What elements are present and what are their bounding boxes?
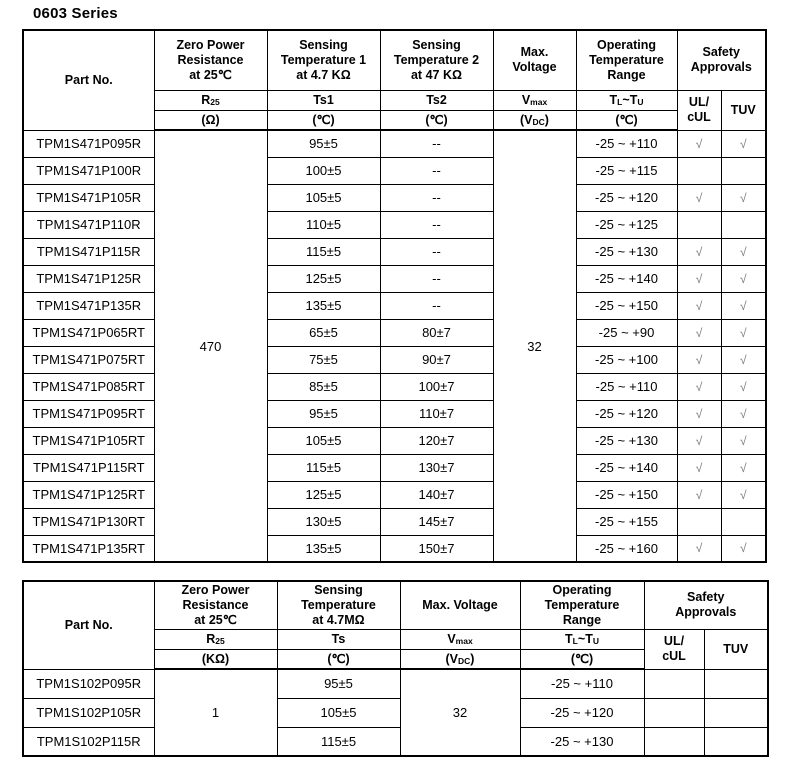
header-line: at 4.7MΩ [312, 612, 365, 627]
range-cell: -25 ~ +150 [576, 292, 677, 319]
symbol-r25 [154, 90, 267, 110]
range-cell: -25 ~ +130 [576, 427, 677, 454]
part-no-cell: TPM1S471P075RT [23, 346, 154, 373]
col-header-part-no: Part No. [23, 581, 154, 669]
table-row [23, 157, 766, 184]
part-no-cell: TPM1S471P130RT [23, 508, 154, 535]
ts1-cell: 115±5 [267, 454, 380, 481]
table-row [23, 292, 766, 319]
ts2-cell: 90±7 [380, 346, 493, 373]
symbol-tl-tu [576, 90, 677, 110]
ul-check-cell: √ [677, 319, 721, 346]
ul-check-cell: √ [677, 373, 721, 400]
ts1-cell: 135±5 [267, 292, 380, 319]
ul-check-cell: √ [677, 265, 721, 292]
col-header-ul-cul [677, 90, 721, 130]
col-header-sensing-temp-1 [267, 30, 380, 90]
max-voltage-merged-cell: 32 [493, 130, 576, 562]
range-cell: -25 ~ +120 [520, 698, 644, 727]
ts1-cell: 130±5 [267, 508, 380, 535]
ts2-cell: 150±7 [380, 535, 493, 562]
table-row [23, 184, 766, 211]
unit-celsius: (℃) [576, 110, 677, 130]
ul-check-cell: √ [677, 238, 721, 265]
header-line: UL/ [688, 95, 710, 109]
subscript: DC [532, 116, 545, 127]
resistance-merged-cell: 470 [154, 130, 267, 562]
page-title: 0603 Series [33, 5, 118, 22]
header-line: Voltage [512, 60, 557, 75]
unit-part: ) [544, 112, 549, 127]
part-no-cell: TPM1S471P125RT [23, 481, 154, 508]
part-no-cell: TPM1S102P115R [23, 727, 154, 756]
header-line: Temperature [544, 597, 620, 612]
col-header-operating-range [576, 30, 677, 90]
series-spec-table-2 [22, 580, 769, 757]
col-header-max-voltage: Max. Voltage [400, 581, 520, 629]
range-cell: -25 ~ +140 [576, 265, 677, 292]
table-row [23, 427, 766, 454]
ul-check-cell: √ [677, 130, 721, 157]
col-header-tuv: TUV [721, 90, 766, 130]
part-no-cell: TPM1S471P095R [23, 130, 154, 157]
table-row [23, 535, 766, 562]
unit-part: ) [470, 651, 475, 666]
header-line: Zero Power [181, 582, 250, 597]
header-line: Safety [702, 45, 741, 60]
header-line: Temperature [301, 597, 376, 612]
col-header-safety-approvals [677, 30, 766, 90]
header-line: Range [562, 612, 602, 627]
ts1-cell: 105±5 [267, 427, 380, 454]
range-cell: -25 ~ +150 [576, 481, 677, 508]
header-line: at 47 KΩ [410, 67, 462, 82]
symbol-ts: Ts [277, 629, 400, 649]
col-header-sensing-temp [277, 581, 400, 629]
resistance-merged-cell: 1 [154, 669, 277, 756]
range-cell: -25 ~ +110 [576, 130, 677, 157]
symbol-base: T [609, 93, 618, 107]
symbol-base: T [629, 93, 638, 107]
ul-check-cell: √ [677, 427, 721, 454]
header-line: cUL [662, 649, 686, 663]
header-line: Temperature 1 [280, 52, 367, 67]
table-row [23, 373, 766, 400]
ts2-cell: -- [380, 292, 493, 319]
ts1-cell: 75±5 [267, 346, 380, 373]
table-row [23, 346, 766, 373]
tuv-check-cell [704, 727, 768, 756]
ts2-cell: -- [380, 157, 493, 184]
subscript: U [592, 636, 599, 646]
tuv-check-cell: √ [721, 400, 766, 427]
unit-vdc [493, 110, 576, 130]
part-no-cell: TPM1S102P105R [23, 698, 154, 727]
ul-check-cell: √ [677, 184, 721, 211]
ul-check-cell [644, 698, 704, 727]
symbol-r25 [154, 629, 277, 649]
ts1-cell: 100±5 [267, 157, 380, 184]
tilde: ~ [577, 632, 586, 646]
header-line: Approvals [675, 605, 737, 620]
part-no-cell: TPM1S471P115RT [23, 454, 154, 481]
part-no-cell: TPM1S471P115R [23, 238, 154, 265]
part-no-cell: TPM1S471P125R [23, 265, 154, 292]
part-no-cell: TPM1S471P085RT [23, 373, 154, 400]
table-row [23, 130, 766, 157]
ts1-cell: 125±5 [267, 265, 380, 292]
ts1-cell: 95±5 [267, 400, 380, 427]
header-line: Approvals [690, 60, 752, 75]
tuv-check-cell: √ [721, 184, 766, 211]
ul-check-cell: √ [677, 292, 721, 319]
max-voltage-merged-cell: 32 [400, 669, 520, 756]
header-line: at 25℃ [189, 67, 232, 82]
ts2-cell: 110±7 [380, 400, 493, 427]
tuv-check-cell: √ [721, 265, 766, 292]
symbol-base: R [206, 632, 216, 646]
symbol-base: V [521, 93, 531, 107]
subscript: L [572, 636, 578, 646]
header-line: cUL [687, 110, 711, 124]
subscript: max [455, 636, 473, 646]
unit-celsius: (℃) [267, 110, 380, 130]
table-row [23, 211, 766, 238]
range-cell: -25 ~ +120 [576, 400, 677, 427]
col-header-zero-power-resistance [154, 30, 267, 90]
unit-celsius: (℃) [520, 649, 644, 669]
unit-kohm: (KΩ) [154, 649, 277, 669]
col-header-ul-cul [644, 629, 704, 669]
table-row [23, 238, 766, 265]
header-line: Temperature [589, 52, 664, 67]
header-line: Zero Power [176, 37, 245, 52]
range-cell: -25 ~ +125 [576, 211, 677, 238]
col-header-max-voltage [493, 30, 576, 90]
ts2-cell: -- [380, 130, 493, 157]
header-line: Sensing [299, 37, 348, 52]
subscript: U [637, 97, 644, 107]
header-line: Max. [520, 45, 549, 60]
range-cell: -25 ~ +115 [576, 157, 677, 184]
range-cell: -25 ~ +160 [576, 535, 677, 562]
subscript: L [617, 97, 623, 107]
col-header-safety-approvals [644, 581, 768, 629]
part-no-cell: TPM1S471P110R [23, 211, 154, 238]
table-row [23, 454, 766, 481]
ul-check-cell: √ [677, 454, 721, 481]
ts2-cell: 130±7 [380, 454, 493, 481]
tuv-check-cell [721, 508, 766, 535]
ts2-cell: -- [380, 211, 493, 238]
unit-vdc [400, 649, 520, 669]
ts1-cell: 105±5 [267, 184, 380, 211]
tuv-check-cell: √ [721, 535, 766, 562]
symbol-vmax [400, 629, 520, 649]
part-no-cell: TPM1S102P095R [23, 669, 154, 698]
unit-ohm: (Ω) [154, 110, 267, 130]
range-cell: -25 ~ +110 [576, 373, 677, 400]
tilde: ~ [622, 93, 630, 107]
tuv-check-cell: √ [721, 373, 766, 400]
unit-part: (V [520, 112, 533, 127]
header-line: Sensing [412, 37, 461, 52]
ts2-cell: -- [380, 184, 493, 211]
ts2-cell: 100±7 [380, 373, 493, 400]
ts2-cell: -- [380, 238, 493, 265]
table-row [23, 727, 768, 756]
col-header-tuv: TUV [704, 629, 768, 669]
ul-check-cell [677, 211, 721, 238]
header-line: at 4.7 KΩ [296, 67, 351, 82]
header-line: UL/ [663, 634, 685, 648]
ul-check-cell [644, 727, 704, 756]
range-cell: -25 ~ +110 [520, 669, 644, 698]
part-no-cell: TPM1S471P105R [23, 184, 154, 211]
ul-check-cell [644, 669, 704, 698]
ul-check-cell [677, 157, 721, 184]
part-no-cell: TPM1S471P105RT [23, 427, 154, 454]
symbol-base: V [447, 632, 456, 646]
symbol-tl-tu [520, 629, 644, 649]
col-header-operating-range [520, 581, 644, 629]
tuv-check-cell [721, 157, 766, 184]
tuv-check-cell [721, 211, 766, 238]
header-line: Operating [552, 582, 612, 597]
table-row [23, 400, 766, 427]
tuv-check-cell [704, 698, 768, 727]
table-row [23, 508, 766, 535]
range-cell: -25 ~ +140 [576, 454, 677, 481]
tuv-check-cell: √ [721, 292, 766, 319]
col-header-sensing-temp-2 [380, 30, 493, 90]
ts1-cell: 65±5 [267, 319, 380, 346]
subscript: 25 [215, 636, 225, 646]
unit-celsius: (℃) [277, 649, 400, 669]
part-no-cell: TPM1S471P095RT [23, 400, 154, 427]
range-cell: -25 ~ +90 [576, 319, 677, 346]
symbol-ts2: Ts2 [380, 90, 493, 110]
symbol-base: R [201, 93, 211, 107]
subscript: 25 [210, 97, 220, 107]
ul-check-cell: √ [677, 535, 721, 562]
part-no-cell: TPM1S471P135RT [23, 535, 154, 562]
tuv-check-cell: √ [721, 481, 766, 508]
unit-celsius: (℃) [380, 110, 493, 130]
symbol-base: T [565, 632, 573, 646]
tuv-check-cell: √ [721, 346, 766, 373]
header-line: Range [607, 67, 646, 82]
part-no-cell: TPM1S471P100R [23, 157, 154, 184]
table-row [23, 481, 766, 508]
subscript: max [530, 97, 548, 107]
ul-check-cell: √ [677, 346, 721, 373]
tuv-check-cell: √ [721, 427, 766, 454]
ts1-cell: 95±5 [267, 130, 380, 157]
table-row [23, 669, 768, 698]
tuv-check-cell: √ [721, 454, 766, 481]
tuv-check-cell [704, 669, 768, 698]
ts-cell: 115±5 [277, 727, 400, 756]
ts1-cell: 110±5 [267, 211, 380, 238]
subscript: DC [458, 655, 471, 666]
range-cell: -25 ~ +100 [576, 346, 677, 373]
ts-cell: 105±5 [277, 698, 400, 727]
col-header-zero-power-resistance [154, 581, 277, 629]
ts1-cell: 135±5 [267, 535, 380, 562]
header-line: Temperature 2 [393, 52, 480, 67]
ul-check-cell: √ [677, 400, 721, 427]
unit-part: (V [445, 651, 459, 666]
ts1-cell: 115±5 [267, 238, 380, 265]
ts1-cell: 85±5 [267, 373, 380, 400]
ts2-cell: 80±7 [380, 319, 493, 346]
range-cell: -25 ~ +130 [576, 238, 677, 265]
tuv-check-cell: √ [721, 130, 766, 157]
tuv-check-cell: √ [721, 238, 766, 265]
table-row [23, 265, 766, 292]
ul-check-cell [677, 508, 721, 535]
table-row [23, 319, 766, 346]
header-line: Sensing [314, 582, 363, 597]
header-line: Resistance [177, 52, 244, 67]
ts2-cell: 120±7 [380, 427, 493, 454]
tuv-check-cell: √ [721, 319, 766, 346]
header-line: Resistance [182, 597, 249, 612]
header-line: Safety [686, 590, 725, 605]
part-no-cell: TPM1S471P065RT [23, 319, 154, 346]
header-line: Operating [596, 37, 657, 52]
ts1-cell: 125±5 [267, 481, 380, 508]
ts-cell: 95±5 [277, 669, 400, 698]
range-cell: -25 ~ +120 [576, 184, 677, 211]
header-line: at 25℃ [194, 612, 237, 627]
series-spec-table-1 [22, 29, 767, 563]
ts2-cell: 145±7 [380, 508, 493, 535]
table-row [23, 698, 768, 727]
symbol-ts1: Ts1 [267, 90, 380, 110]
ul-check-cell: √ [677, 481, 721, 508]
range-cell: -25 ~ +130 [520, 727, 644, 756]
symbol-vmax [493, 90, 576, 110]
ts2-cell: 140±7 [380, 481, 493, 508]
col-header-part-no: Part No. [23, 30, 154, 130]
symbol-base: T [585, 632, 593, 646]
ts2-cell: -- [380, 265, 493, 292]
range-cell: -25 ~ +155 [576, 508, 677, 535]
part-no-cell: TPM1S471P135R [23, 292, 154, 319]
